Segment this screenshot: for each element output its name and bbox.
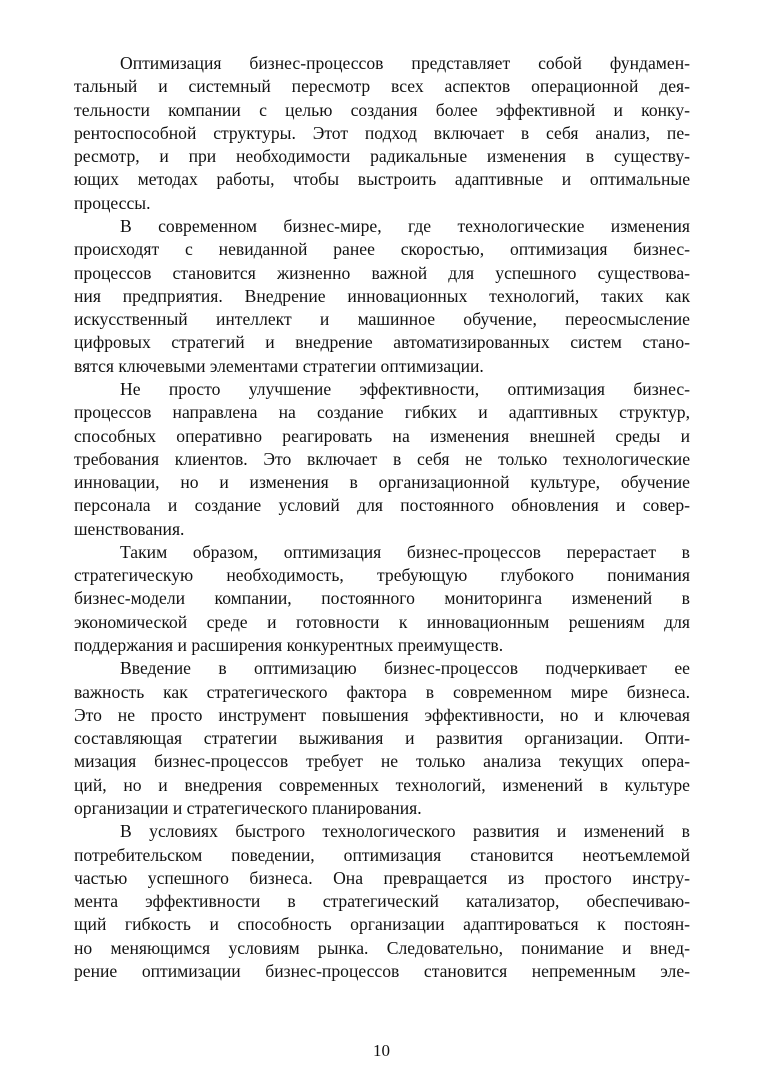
text-line: цифровых стратегий и внедрение автоматизированных систем стано- bbox=[74, 332, 690, 353]
text-line: требования клиентов. Это включает в себя не только технологические bbox=[74, 448, 690, 469]
text-line: вятся ключевыми элементами стратегии оптимизации. bbox=[74, 355, 484, 376]
text-line: рентоспособной структуры. Этот подход включает в себя анализ, пе- bbox=[74, 122, 690, 143]
text-line: ющих методах работы, чтобы выстроить адаптивные и оптимальные bbox=[74, 169, 690, 190]
text-line: В условиях быстрого технологического развития и изменений в bbox=[120, 821, 690, 842]
text-line: Оптимизация бизнес-процессов представляет собой фундамен- bbox=[120, 53, 690, 73]
text-line: происходят с невиданной ранее скоростью, оптимизация бизнес- bbox=[74, 239, 690, 260]
text-line: способных оперативно реагировать на изменения внешней среды и bbox=[74, 425, 690, 446]
text-line: организации и стратегического планирования. bbox=[74, 798, 422, 818]
text-line: В современном бизнес-мире, где технологические изменения bbox=[120, 215, 690, 236]
body-text bbox=[74, 52, 690, 983]
text-line: ций, но и внедрения современных технологий, изменений в культуре bbox=[74, 774, 690, 795]
text-line: частью успешного бизнеса. Она превращается из простого инстру- bbox=[74, 867, 690, 888]
text-line: мизация бизнес-процессов требует не только анализа текущих опера- bbox=[74, 751, 690, 772]
text-line: инновации, но и изменения в организационной культуре, обучение bbox=[74, 472, 690, 493]
text-line: рение оптимизации бизнес-процессов становится непременным эле- bbox=[74, 960, 690, 981]
text-line: стратегическую необходимость, требующую глубокого понимания bbox=[74, 565, 690, 586]
text-line: поддержания и расширения конкурентных преимуществ. bbox=[74, 635, 504, 656]
paragraph-3 bbox=[74, 378, 690, 541]
text-line: ния предприятия. Внедрение инновационных технологий, таких как bbox=[74, 285, 690, 306]
text-line: процессов направлена на создание гибких и адаптивных структур, bbox=[74, 402, 690, 423]
paragraph-1 bbox=[74, 52, 690, 215]
paragraph-5 bbox=[74, 657, 690, 820]
text-line: Введение в оптимизацию бизнес-процессов подчеркивает ее bbox=[120, 658, 690, 679]
page-number: 10 bbox=[373, 1041, 390, 1060]
text-line: мента эффективности в стратегический катализатор, обеспечиваю- bbox=[74, 891, 690, 912]
text-line: шенствования. bbox=[74, 518, 185, 539]
text-line: Таким образом, оптимизация бизнес-процессов перерастает в bbox=[120, 541, 690, 562]
text-line: бизнес-модели компании, постоянного мониторинга изменений в bbox=[74, 588, 690, 609]
text-line: щий гибкость и способность организации адаптироваться к постоян- bbox=[74, 914, 690, 935]
paragraph-4 bbox=[74, 541, 690, 657]
text-line: персонала и создание условий для постоянного обновления и совер- bbox=[74, 495, 690, 516]
text-line: искусственный интеллект и машинное обучение, переосмысление bbox=[74, 309, 690, 330]
text-line: важность как стратегического фактора в современном мире бизнеса. bbox=[74, 681, 690, 702]
text-line: процессы. bbox=[74, 192, 151, 213]
paragraph-2 bbox=[74, 215, 690, 378]
text-line: экономической среде и готовности к инновационным решениям для bbox=[74, 611, 690, 632]
text-line: тальный и системный пересмотр всех аспектов операционной дея- bbox=[74, 76, 690, 97]
text-line: но меняющимся условиям рынка. Следовательно, понимание и внед- bbox=[74, 937, 690, 958]
text-line: Это не просто инструмент повышения эффективности, но и ключевая bbox=[74, 704, 690, 725]
text-line: потребительском поведении, оптимизация становится неотъемлемой bbox=[74, 844, 690, 865]
text-line: процессов становится жизненно важной для успешного существова- bbox=[74, 262, 690, 283]
text-line: тельности компании с целью создания более эффективной и конку- bbox=[74, 99, 690, 120]
paragraph-6 bbox=[74, 820, 690, 983]
text-line: Не просто улучшение эффективности, оптимизация бизнес- bbox=[120, 378, 690, 399]
text-line: составляющая стратегии выживания и развития организации. Опти- bbox=[74, 728, 690, 749]
text-line: ресмотр, и при необходимости радикальные изменения в существу- bbox=[74, 146, 690, 167]
